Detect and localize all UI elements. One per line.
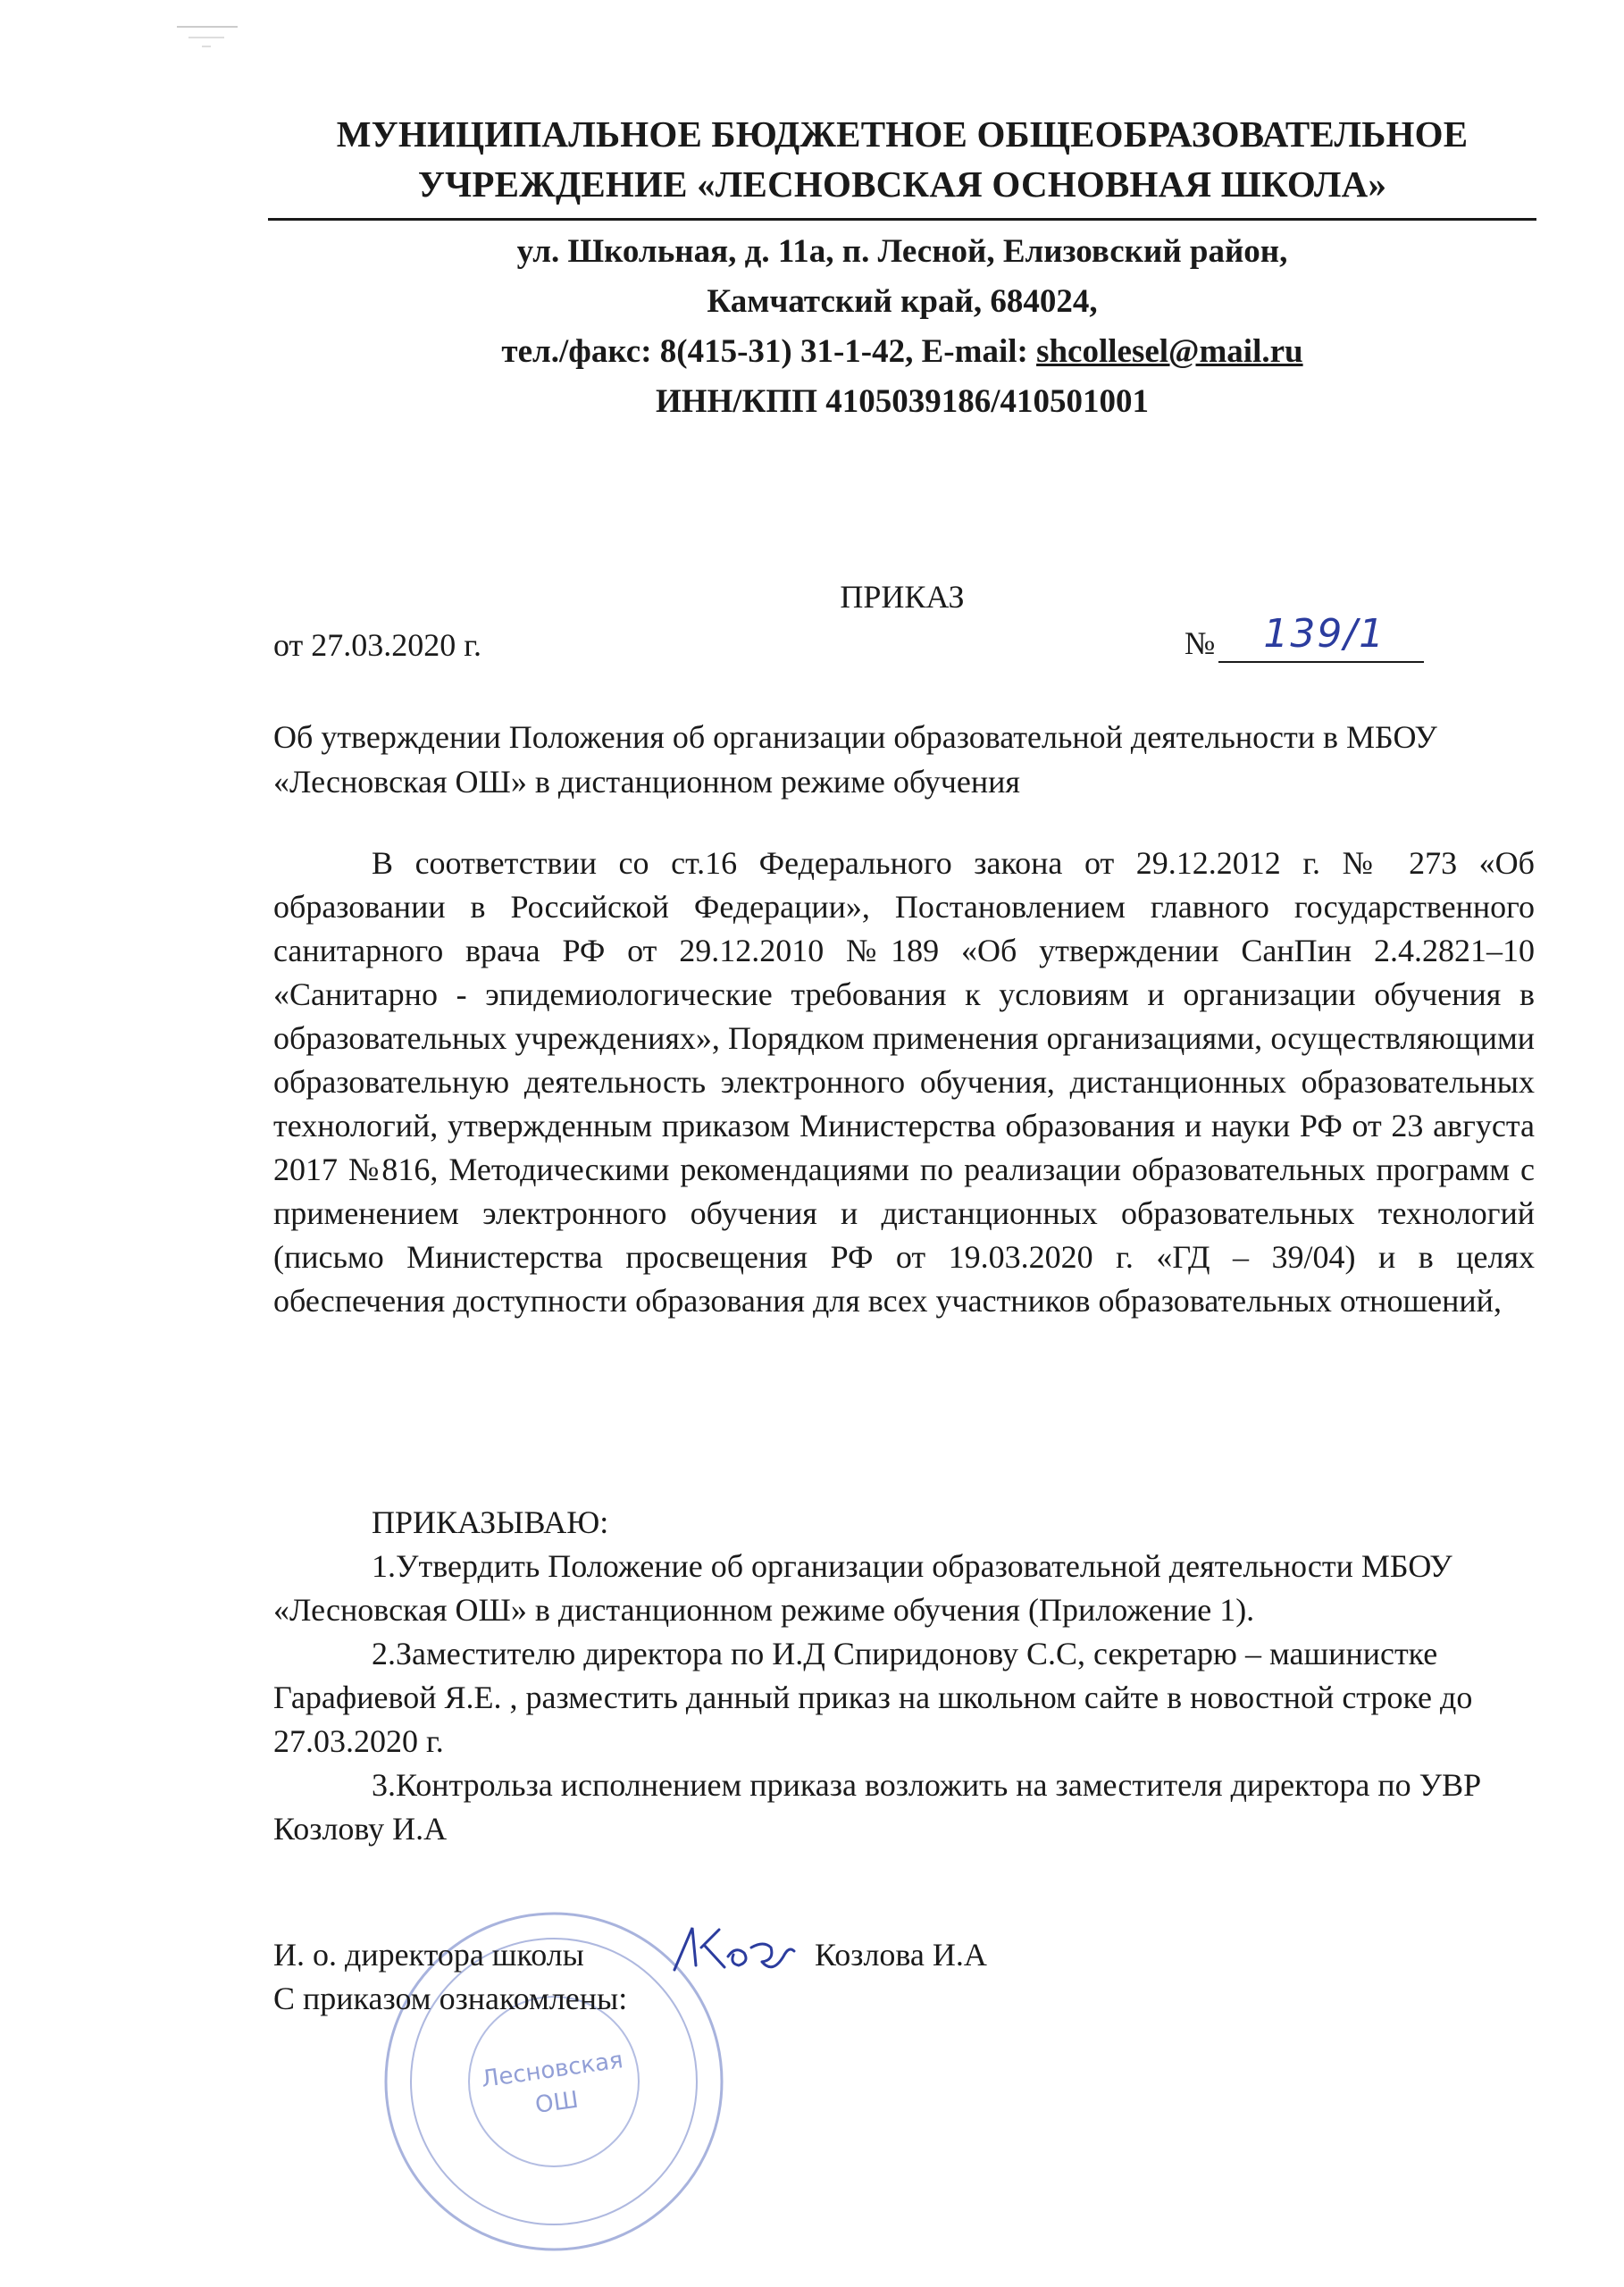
decree-item-2: 2.Заместителю директора по И.Д Спиридонову С.С, секретарю – машинистке Гарафиевой Я.Е. , разместить данный приказ на школьном сайте в новостной строке до 27.03.2020 г. xyxy=(273,1636,1473,1759)
order-number-field xyxy=(1218,611,1424,663)
address-line1: ул. Школьная, д. 11а, п. Лесной, Елизовский район, xyxy=(516,233,1288,270)
address-line2: Камчатский край, 684024, xyxy=(707,283,1098,320)
seal-center-line1: Лесновская xyxy=(480,2047,625,2094)
contact-line xyxy=(322,327,1483,377)
org-name-line1: МУНИЦИПАЛЬНОЕ БЮДЖЕТНОЕ ОБЩЕОБРАЗОВАТЕЛЬНОЕ xyxy=(336,113,1469,155)
order-title: ПРИКАЗ xyxy=(840,579,965,615)
org-name-line2: УЧРЕЖДЕНИЕ «ЛЕСНОВСКАЯ ОСНОВНАЯ ШКОЛА» xyxy=(417,163,1387,205)
order-subject: Об утверждении Положения об организации образовательной деятельности в МБОУ «Лесновская ОШ» в дистанционном режиме обучения xyxy=(273,719,1437,800)
order-preamble: В соответствии со ст.16 Федерального закона от 29.12.2012 г. № 273 «Об образовании в Российской Федерации», Постановлением главного государственного санитарного врача РФ от 29.12.2010 №189 «Об утверждении СанПин 2.4.2821–10 «Санитарно - эпидемиологические требования к условиям и организации обучения в образовательных учреждениях», Порядком применения организациями, осуществляющими образовательную деятельность электронного обучения, дистанционных образовательных технологий, утвержденным приказом Министерства образования и науки РФ от 23 августа 2017 №816, Методическими рекомендациями по реализации образовательных программ с применением электронного обучения и дистанционных образовательных технологий (письмо Министерства просвещения РФ от 19.03.2020 г. «ГД – 39/04) и в целях обеспечения доступности образования для всех участников образовательных отношений, xyxy=(273,845,1535,1319)
scan-artifact xyxy=(175,18,255,54)
decree-heading: ПРИКАЗЫВАЮ: xyxy=(372,1504,609,1540)
decree-item-1: 1.Утвердить Положение об организации образовательной деятельности МБОУ «Лесновская ОШ» в дистанционном режиме обучения (Приложение 1). xyxy=(273,1548,1452,1628)
signatory-name: Козлова И.А xyxy=(815,1937,987,1973)
decree-block xyxy=(273,1501,1535,1851)
decree-item-3: 3.Контрольза исполнением приказа возложить на заместителя директора по УВР Козлову И.А xyxy=(273,1767,1482,1847)
order-number xyxy=(1185,611,1424,663)
address-block xyxy=(322,227,1483,427)
phone-text: тел./факс: 8(415-31) 31-1-42, E-mail: xyxy=(501,333,1037,370)
inn-kpp: ИНН/КПП 4105039186/410501001 xyxy=(655,383,1150,420)
acquaintance-line: С приказом ознакомлены: xyxy=(273,1981,628,2016)
email-link[interactable]: shcollesel@mail.ru xyxy=(1036,333,1303,370)
letterhead-divider xyxy=(268,218,1536,221)
order-date: от 27.03.2020 г. xyxy=(273,627,481,663)
letterhead xyxy=(268,109,1536,209)
signatory-position: И. о. директора школы xyxy=(273,1937,584,1973)
seal-center-line2: ОШ xyxy=(533,2086,581,2119)
handwritten-signature xyxy=(666,1921,799,1983)
order-number-handwritten: 139/1 xyxy=(1263,611,1386,657)
order-number-label: № xyxy=(1185,625,1216,661)
signature-line xyxy=(273,1933,1345,1977)
